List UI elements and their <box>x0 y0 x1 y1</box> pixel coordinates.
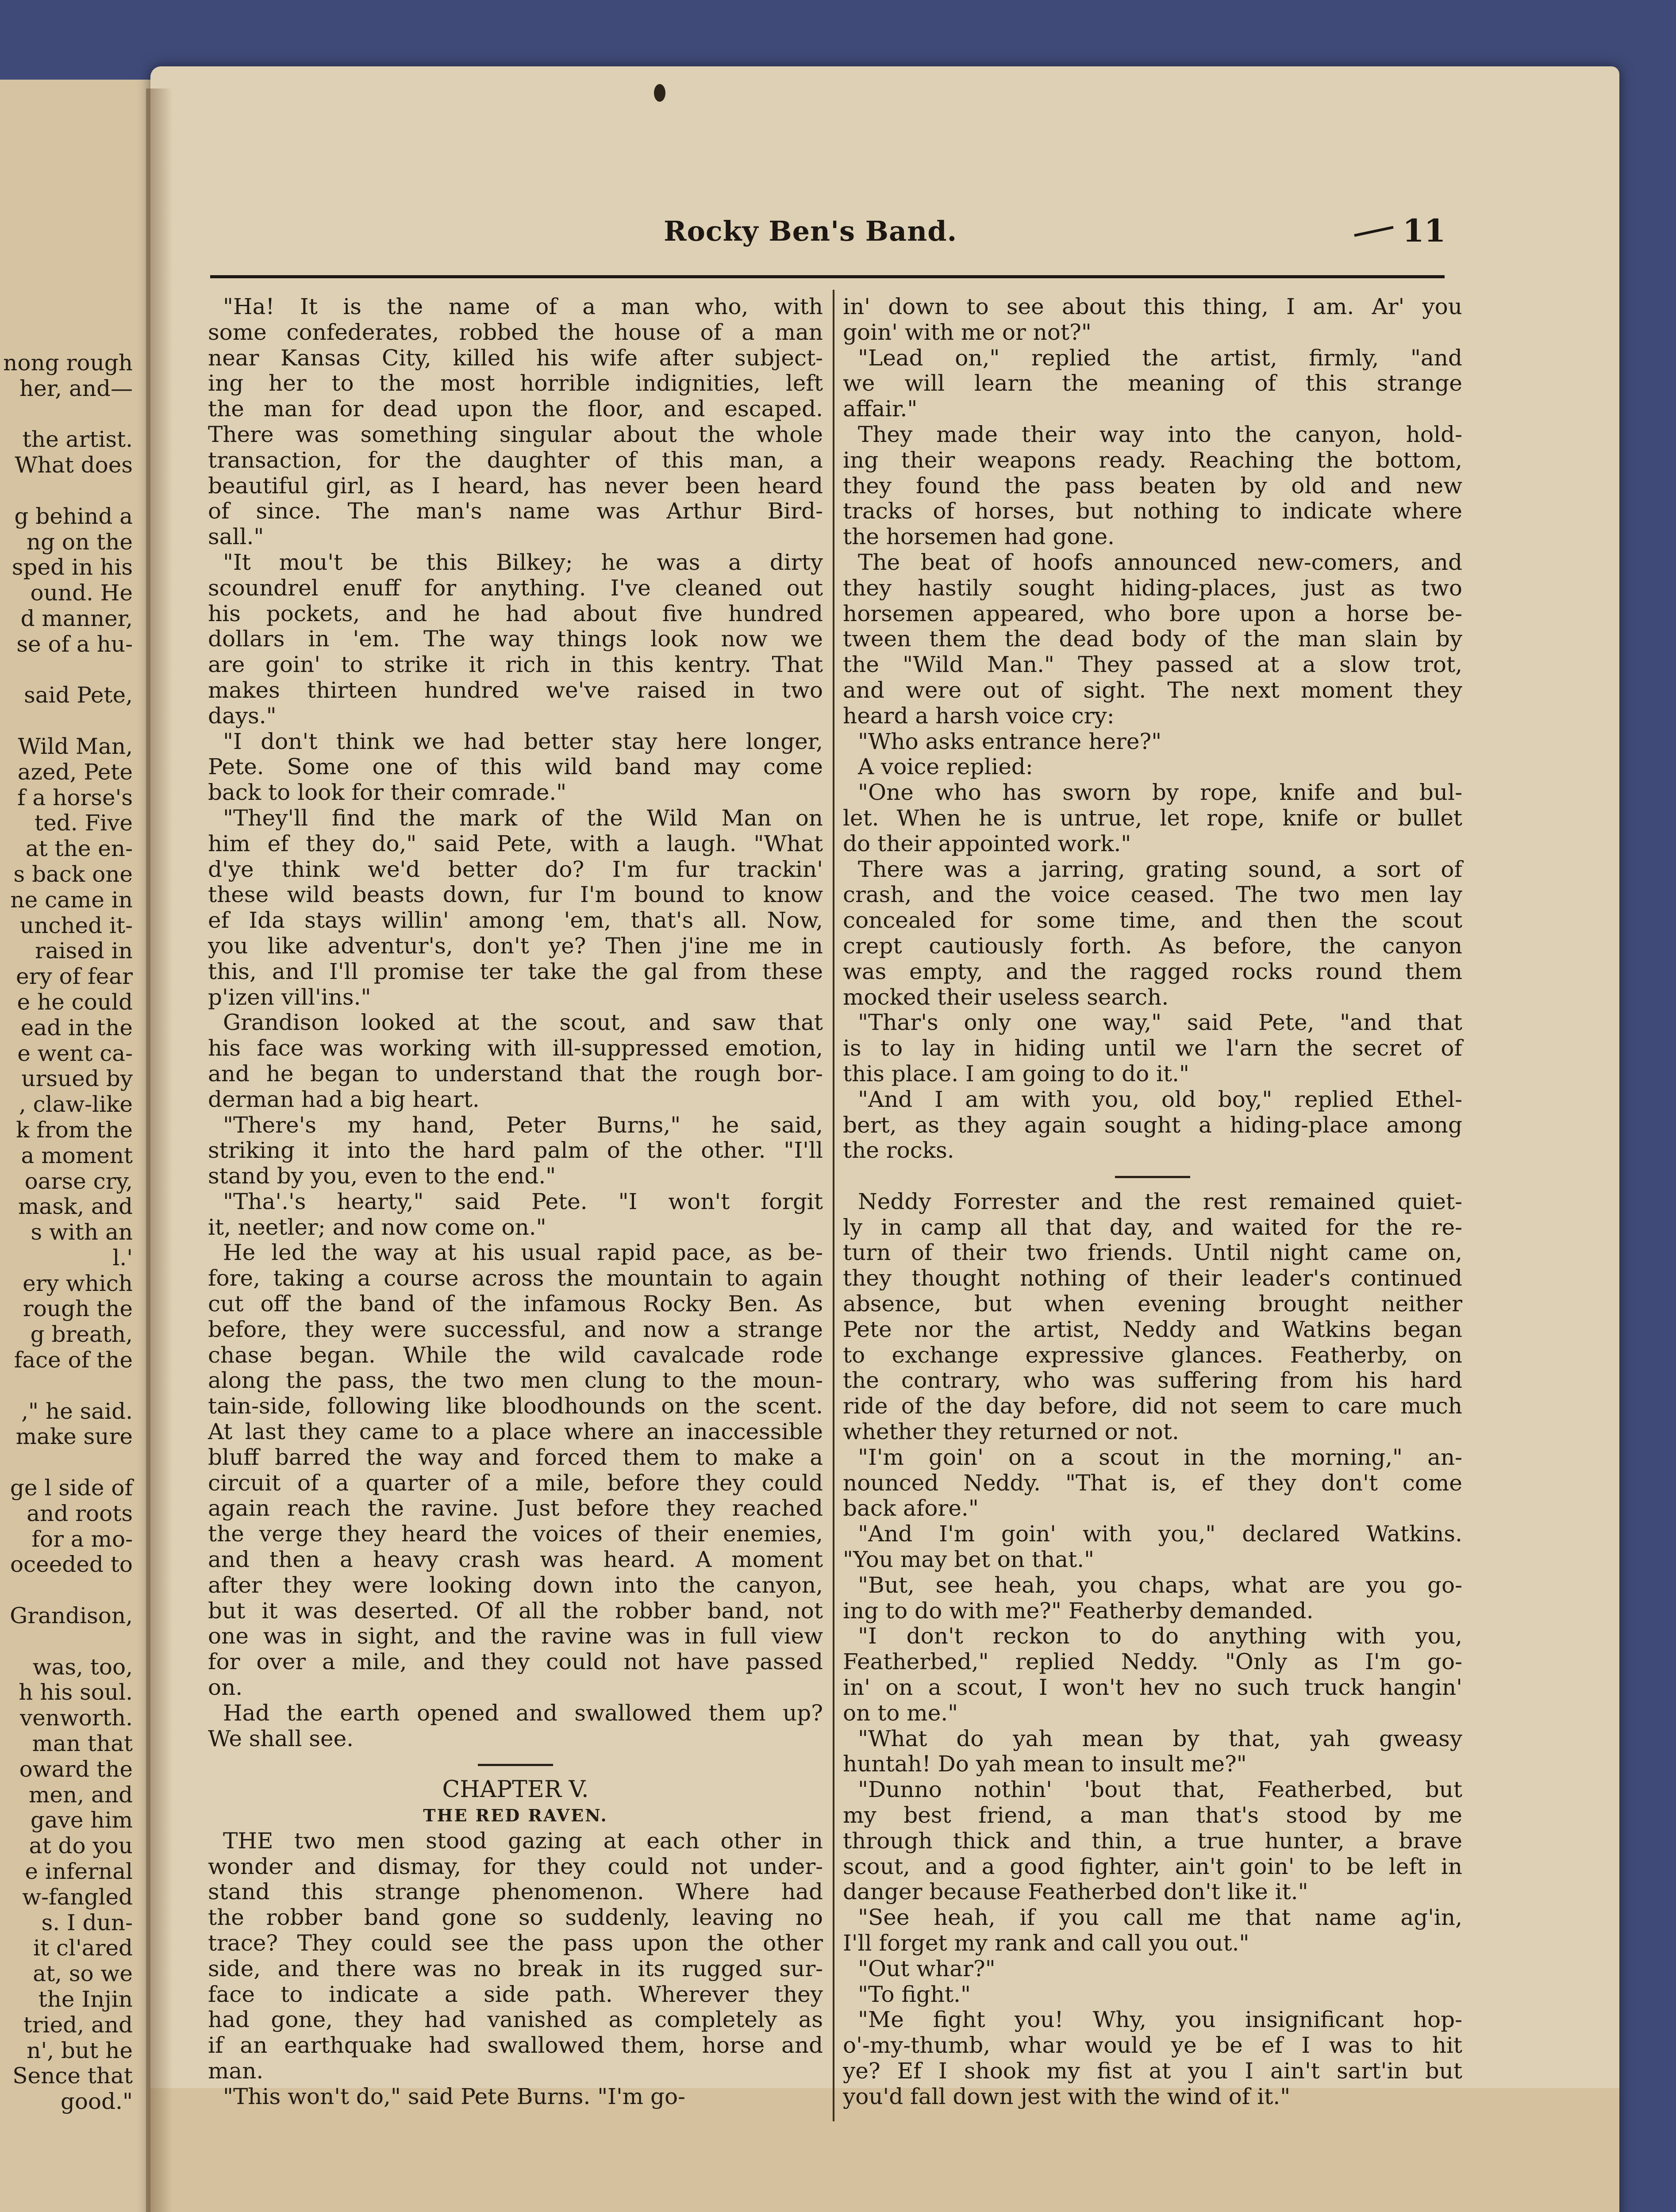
text-line: back to look for their comrade." <box>208 780 567 806</box>
facing-page-line: said Pete, <box>24 682 133 708</box>
text-line: some confederates, robbed the house of a man <box>208 319 823 345</box>
text-line: but it was deserted. Of all the robber band, not <box>208 1598 823 1624</box>
text-line: turn of their two friends. Until night came on, <box>843 1240 1462 1266</box>
text-line: and then a heavy crash was heard. A moment <box>208 1547 823 1573</box>
facing-page-line: ," he said. <box>21 1398 133 1424</box>
facing-page-line <box>0 657 133 683</box>
facing-page-line: oceeded to <box>10 1551 133 1578</box>
facing-page-line: tried, and <box>23 2012 133 2038</box>
text-line: chase began. While the wild cavalcade rode <box>208 1342 823 1368</box>
text-line: "Dunno nothin' 'bout that, Featherbed, but <box>858 1777 1462 1803</box>
chapter-subtitle: THE RED RAVEN. <box>423 1805 608 1826</box>
facing-page-line: the artist. <box>22 426 133 453</box>
text-line: "They'll find the mark of the Wild Man on <box>223 805 823 831</box>
facing-page-line: w-fangled <box>22 1884 133 1910</box>
text-line: ing to do with me?" Featherby demanded. <box>843 1598 1314 1624</box>
text-line: on to me." <box>843 1700 958 1726</box>
facing-page-line: at do you <box>29 1833 133 1859</box>
text-line: "What do yah mean by that, yah gweasy <box>858 1725 1462 1751</box>
text-line: They made their way into the canyon, hold- <box>858 421 1462 447</box>
section-separator <box>208 1751 823 1777</box>
text-line: At last they came to a place where an inaccessible <box>208 1419 823 1445</box>
chapter-title: CHAPTER V. <box>442 1776 589 1803</box>
text-line: "Me fight you! Why, you insignificant hop- <box>858 2007 1462 2033</box>
text-line: and were out of sight. The next moment they <box>843 677 1462 703</box>
text-line: face to indicate a side path. Wherever they <box>208 1981 823 2007</box>
facing-page-line: the Injin <box>38 1986 133 2012</box>
text-line: they hastily sought hiding-places, just as two <box>843 575 1462 601</box>
facing-page-line: face of the <box>14 1347 133 1373</box>
text-column-right <box>843 294 1462 2110</box>
text-line: "It mou't be this Bilkey; he was a dirty <box>223 549 823 575</box>
text-line: Had the earth opened and swallowed them up? <box>223 1700 823 1726</box>
facing-page-line: mask, and <box>18 1194 133 1220</box>
text-line: mocked their useless search. <box>843 984 1169 1010</box>
text-line: fore, taking a course across the mountain to again <box>208 1265 823 1291</box>
text-line: dollars in 'em. The way things look now we <box>208 626 823 652</box>
text-line: Grandison looked at the scout, and saw that <box>223 1010 823 1036</box>
facing-page-line: g breath, <box>30 1321 133 1348</box>
text-line: again reach the ravine. Just before they reached <box>208 1495 823 1521</box>
text-line: ef Ida stays willin' among 'em, that's all. Now, <box>208 907 823 933</box>
text-line: the robber band gone so suddenly, leaving no <box>208 1905 823 1931</box>
facing-page-line: at the en- <box>25 836 133 862</box>
text-line: stand this strange phenomenon. Where had <box>208 1879 823 1905</box>
text-line: to exchange expressive glances. Featherby, on <box>843 1342 1462 1368</box>
header-rule <box>210 275 1445 278</box>
text-line: ye? Ef I shook my fist at you I ain't sart'in but <box>843 2058 1462 2084</box>
facing-page-line: men, and <box>28 1782 133 1808</box>
text-line: wonder and dismay, for they could not under- <box>208 1853 823 1879</box>
text-line: There was a jarring, grating sound, a sort of <box>858 856 1462 882</box>
text-line: near Kansas City, killed his wife after subject- <box>208 345 823 371</box>
text-line: along the pass, the two men clung to the moun- <box>208 1367 823 1394</box>
text-line: transaction, for the daughter of this man, a <box>208 447 823 473</box>
facing-page-line: raised in <box>35 938 133 964</box>
text-line: had gone, they had vanished as completely as <box>208 2007 823 2033</box>
facing-page-text <box>0 350 133 2115</box>
text-line: scout, and a good fighter, ain't goin' to be left in <box>843 1853 1462 1879</box>
facing-page-line: f a horse's <box>17 784 133 810</box>
facing-page-line: d manner, <box>20 605 133 631</box>
text-line: ing her to the most horrible indignities, left <box>208 370 823 396</box>
text-line: do their appointed work." <box>843 830 1131 856</box>
text-line: for over a mile, and they could not have passed <box>208 1649 823 1675</box>
text-line: him ef they do," said Pete, with a laugh. "What <box>208 830 823 856</box>
text-line: "Thar's only one way," said Pete, "and that <box>858 1010 1462 1036</box>
text-line: and he began to understand that the rough bor- <box>208 1060 823 1087</box>
text-line: "Tha'.'s hearty," said Pete. "I won't forgit <box>223 1188 823 1214</box>
facing-page-line: e infernal <box>25 1859 133 1885</box>
facing-page-line: g behind a <box>14 503 133 529</box>
binding-gutter <box>146 88 173 2212</box>
text-line: the "Wild Man." They passed at a slow trot, <box>843 652 1462 678</box>
text-line: in' on a scout, I won't hev no such truck hangin' <box>843 1674 1462 1701</box>
text-line: tween them the dead body of the man slain by <box>843 626 1462 652</box>
facing-page-line: e he could <box>17 989 133 1015</box>
text-line: derman had a big heart. <box>208 1086 480 1112</box>
facing-page-line: ursued by <box>21 1066 133 1092</box>
text-line: man. <box>208 2058 264 2084</box>
text-line: o'-my-thumb, whar would ye be ef I was to hit <box>843 2032 1462 2058</box>
facing-page-line: her, and— <box>19 375 133 401</box>
facing-page-line: gave him <box>30 1807 133 1833</box>
facing-page-line <box>0 1629 133 1655</box>
text-line: "I don't think we had better stay here longer, <box>223 728 823 754</box>
text-line: before, they were successful, and now a strange <box>208 1316 823 1342</box>
text-line: Neddy Forrester and the rest remained quiet- <box>858 1188 1462 1214</box>
text-line: There was something singular about the whole <box>208 421 823 447</box>
text-line: "One who has sworn by rope, knife and bul- <box>858 780 1462 806</box>
text-line: one was in sight, and the ravine was in full view <box>208 1623 823 1649</box>
running-header-title: Rocky Ben's Band. <box>664 215 957 247</box>
facing-page-line: man that <box>32 1731 133 1757</box>
column-divider <box>833 290 834 2121</box>
text-line: they found the pass beaten by old and new <box>843 472 1462 499</box>
text-line: danger because Featherbed don't like it." <box>843 1879 1308 1905</box>
facing-page-line: for a mo- <box>31 1526 133 1552</box>
text-line: his face was working with ill-suppressed emotion, <box>208 1035 823 1061</box>
text-line: Pete. Some one of this wild band may come <box>208 754 823 780</box>
facing-page-line: n', but he <box>27 2037 133 2063</box>
facing-page-line: ery of fear <box>16 964 133 990</box>
text-line: these wild beasts down, fur I'm bound to know <box>208 882 823 908</box>
text-line: of since. The man's name was Arthur Bird- <box>208 498 823 524</box>
facing-page-line: ead in the <box>20 1014 133 1041</box>
text-line: was empty, and the ragged rocks round them <box>843 958 1462 984</box>
text-line: "Ha! It is the name of a man who, with <box>223 294 823 319</box>
text-line: Pete nor the artist, Neddy and Watkins began <box>843 1316 1462 1342</box>
text-line: is to lay in hiding until we l'arn the secret of <box>843 1035 1462 1061</box>
facing-page-line <box>0 402 133 427</box>
text-line: "And I'm goin' with you," declared Watkins. <box>858 1521 1462 1547</box>
text-line: let. When he is untrue, let rope, knife or bullet <box>843 805 1462 831</box>
text-line: this place. I am going to do it." <box>843 1060 1190 1087</box>
text-line: my best friend, a man that's stood by me <box>843 1802 1462 1828</box>
text-line: scoundrel enuff for anything. I've cleaned out <box>208 575 823 601</box>
text-line: they thought nothing of their leader's continued <box>843 1265 1462 1291</box>
facing-page-line: azed, Pete <box>17 759 133 785</box>
text-line: in' down to see about this thing, I am. Ar' you <box>843 294 1462 319</box>
text-line: affair." <box>843 396 918 422</box>
text-line: Featherbed," replied Neddy. "Only as I'm go- <box>843 1649 1462 1675</box>
text-line: "Who asks entrance here?" <box>858 728 1162 754</box>
text-line: makes thirteen hundred we've raised in two <box>208 677 823 703</box>
facing-page-line: s. I dun- <box>41 1909 133 1936</box>
text-line: the verge they heard the voices of their enemies, <box>208 1521 823 1547</box>
text-line: bluff barred the way and forced them to make a <box>208 1444 823 1470</box>
text-line: you'd fall down jest with the wind of it." <box>843 2083 1291 2109</box>
facing-page-line: ne came in <box>10 887 133 913</box>
text-line: "And I am with you, old boy," replied Ethel- <box>858 1086 1462 1112</box>
facing-page-line: unched it- <box>19 912 133 938</box>
facing-page-line <box>0 1578 133 1603</box>
facing-page-line: ng on the <box>26 529 133 555</box>
facing-page-line: rough the <box>23 1296 133 1322</box>
text-line: ly in camp all that day, and waited for the re- <box>843 1214 1462 1240</box>
facing-page-line: oarse cry, <box>24 1168 133 1194</box>
facing-page-line: h his soul. <box>19 1679 133 1705</box>
text-line: if an earthquake had swallowed them, horse and <box>208 2032 823 2058</box>
facing-page-line: e went ca- <box>17 1040 133 1066</box>
section-separator <box>843 1164 1462 1189</box>
text-line: absence, but when evening brought neither <box>843 1291 1462 1317</box>
text-line: this, and I'll promise ter take the gal from these <box>208 958 823 984</box>
facing-page-line: se of a hu- <box>16 631 133 657</box>
facing-page-line: oward the <box>19 1756 133 1782</box>
text-line: his pockets, and he had about five hundred <box>208 600 823 626</box>
facing-page-line <box>0 1373 133 1399</box>
facing-page-edge <box>0 80 166 2212</box>
facing-page-line: k from the <box>16 1117 133 1143</box>
facing-page-line: ound. He <box>30 580 133 606</box>
text-line: "This won't do," said Pete Burns. "I'm go- <box>223 2083 686 2109</box>
text-line: we will learn the meaning of this strange <box>843 370 1462 396</box>
text-line: "There's my hand, Peter Burns," he said, <box>223 1112 823 1138</box>
text-line: back afore." <box>843 1495 979 1521</box>
text-line: goin' with me or not?" <box>843 319 1092 345</box>
text-line: are goin' to strike it rich in this kentry. That <box>208 652 823 678</box>
facing-page-line: ge l side of <box>10 1475 133 1501</box>
facing-page-line: l.' <box>112 1244 133 1271</box>
facing-page-line: good." <box>60 2089 133 2115</box>
text-line: We shall see. <box>208 1725 354 1751</box>
text-line: the contrary, who was suffering from his hard <box>843 1367 1462 1394</box>
text-line: on. <box>208 1674 243 1701</box>
text-line: "Out whar?" <box>858 1955 996 1982</box>
text-line: nounced Neddy. "That is, ef they don't come <box>843 1470 1462 1496</box>
text-line: I'll forget my rank and call you out." <box>843 1930 1249 1956</box>
text-line: circuit of a quarter of a mile, before they could <box>208 1470 823 1496</box>
text-line: heard a harsh voice cry: <box>843 703 1115 729</box>
text-line: "You may bet on that." <box>843 1547 1095 1573</box>
text-line: striking it into the hard palm of the other. "I'll <box>208 1137 823 1164</box>
facing-page-line: was, too, <box>32 1654 133 1680</box>
facing-page-line: s back one <box>13 861 133 887</box>
facing-page-line: at, so we <box>33 1961 133 1987</box>
facing-page-line <box>0 1450 133 1475</box>
text-line: The beat of hoofs announced new-comers, and <box>858 549 1462 575</box>
text-line: "See heah, if you call me that name ag'in, <box>858 1905 1462 1931</box>
text-line: it, neetler; and now come on." <box>208 1214 546 1240</box>
text-line: ride of the day before, did not seem to care much <box>843 1393 1462 1419</box>
text-line: "Lead on," replied the artist, firmly, "and <box>858 345 1462 371</box>
text-line: whether they returned or not. <box>843 1419 1179 1445</box>
text-line: days." <box>208 703 277 729</box>
facing-page-line: it cl'ared <box>33 1935 133 1961</box>
facing-page-line: nong rough <box>3 350 133 376</box>
text-line: the man for dead upon the floor, and escaped. <box>208 396 823 422</box>
text-line: concealed for some time, and then the scout <box>843 907 1462 933</box>
text-line: p'izen vill'ins." <box>208 984 371 1010</box>
facing-page-line: Wild Man, <box>18 733 133 759</box>
facing-page-line: and roots <box>27 1500 133 1526</box>
text-line: He led the way at his usual rapid pace, as be- <box>223 1240 823 1266</box>
text-line: THE two men stood gazing at each other in <box>223 1828 823 1854</box>
text-line: ing their weapons ready. Reaching the bottom, <box>843 447 1462 473</box>
facing-page-line: Grandison, <box>10 1603 133 1629</box>
text-line: bert, as they again sought a hiding-place among <box>843 1112 1462 1138</box>
page-number: 11 <box>1403 212 1446 249</box>
facing-page-line: ery which <box>23 1270 133 1296</box>
facing-page-line: sped in his <box>12 554 133 580</box>
text-line: the rocks. <box>843 1137 954 1164</box>
text-line: stand by you, even to the end." <box>208 1163 556 1189</box>
facing-page-line: ted. Five <box>35 810 133 836</box>
text-line: after they were looking down into the canyon, <box>208 1572 823 1598</box>
text-line: you like adventur's, don't ye? Then j'ine me in <box>208 933 823 959</box>
facing-page-line: make sure <box>15 1424 133 1450</box>
text-line: huntah! Do yah mean to insult me?" <box>843 1751 1247 1777</box>
staple-hole <box>654 84 665 102</box>
text-line: crept cautiously forth. As before, the canyon <box>843 933 1462 959</box>
text-line: tain-side, following like bloodhounds on the scent. <box>208 1393 823 1419</box>
facing-page-line <box>0 478 133 504</box>
facing-page-line <box>0 708 133 734</box>
text-line: trace? They could see the pass upon the other <box>208 1930 823 1956</box>
text-line: the horsemen had gone. <box>843 524 1115 550</box>
text-line: d'ye think we'd better do? I'm fur trackin' <box>208 856 823 882</box>
facing-page-line: venworth. <box>19 1705 133 1731</box>
text-column-left <box>208 294 823 2110</box>
facing-page-line: a moment <box>21 1142 133 1168</box>
text-line: "I don't reckon to do anything with you, <box>858 1623 1462 1649</box>
facing-page-line: , claw-like <box>19 1091 133 1118</box>
text-line: tracks of horses, but nothing to indicate where <box>843 498 1462 524</box>
text-line: beautiful girl, as I heard, has never been heard <box>208 472 823 499</box>
facing-page-line: What does <box>15 452 133 478</box>
text-line: crash, and the voice ceased. The two men lay <box>843 882 1462 908</box>
text-line: horsemen appeared, who bore upon a horse be- <box>843 600 1462 626</box>
text-line: "I'm goin' on a scout in the morning," an- <box>858 1444 1462 1470</box>
text-line: sall." <box>208 524 264 550</box>
facing-page-line: s with an <box>31 1219 133 1245</box>
facing-page-line: Sence that <box>12 2063 133 2089</box>
text-line: side, and there was no break in its rugged sur- <box>208 1955 823 1982</box>
text-line: "But, see heah, you chaps, what are you go- <box>858 1572 1462 1598</box>
text-line: "To fight." <box>858 1981 971 2007</box>
text-line: A voice replied: <box>858 754 1033 780</box>
text-line: through thick and thin, a true hunter, a brave <box>843 1828 1462 1854</box>
text-line: cut off the band of the infamous Rocky Ben. As <box>208 1291 823 1317</box>
